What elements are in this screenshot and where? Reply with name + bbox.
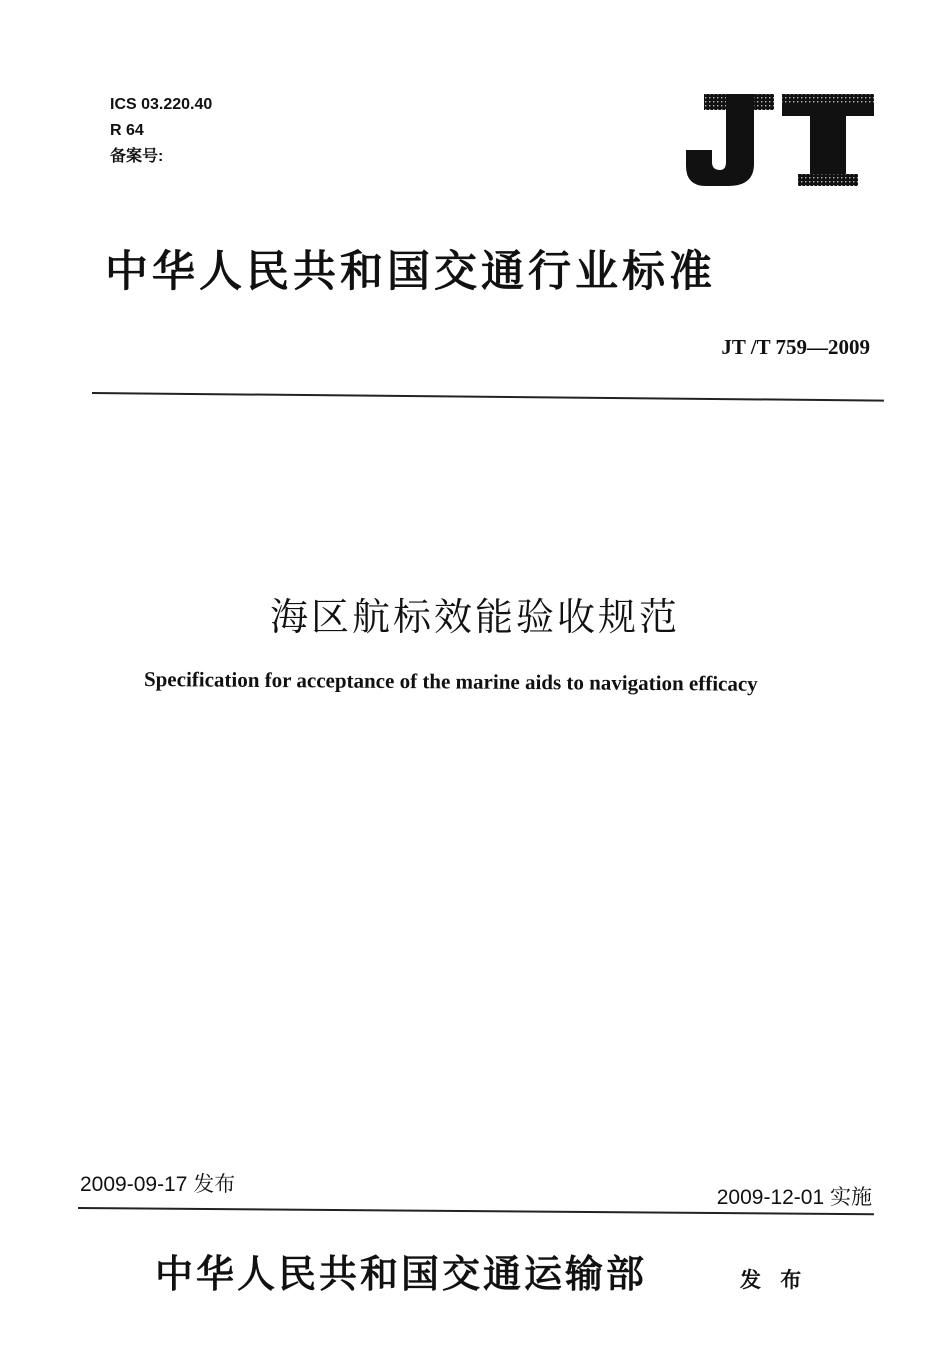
ccs-code: R 64 bbox=[110, 122, 144, 139]
issue-date: 2009-09-17 发布 bbox=[80, 1173, 236, 1196]
top-divider bbox=[92, 392, 884, 402]
jt-logo bbox=[684, 92, 874, 188]
document-title-chinese: 海区航标效能验收规范 bbox=[269, 595, 680, 639]
ics-code: ICS 03.220.40 bbox=[110, 96, 213, 113]
implementation-date: 2009-12-01 实施 bbox=[716, 1186, 872, 1209]
record-number-label: 备案号: bbox=[110, 148, 164, 165]
standard-number: JT /T 759—2009 bbox=[721, 335, 870, 359]
publisher-name: 中华人民共和国交通运输部 bbox=[155, 1251, 648, 1296]
document-title-english: Specification for acceptance of the marine aids to navigation efficacy bbox=[143, 667, 758, 696]
publisher-action: 发 布 bbox=[740, 1268, 808, 1292]
logo-letter-t bbox=[782, 94, 874, 186]
logo-letter-j bbox=[686, 94, 774, 186]
industry-standard-title: 中华人民共和国交通行业标准 bbox=[105, 247, 716, 297]
classification-block bbox=[110, 92, 212, 170]
